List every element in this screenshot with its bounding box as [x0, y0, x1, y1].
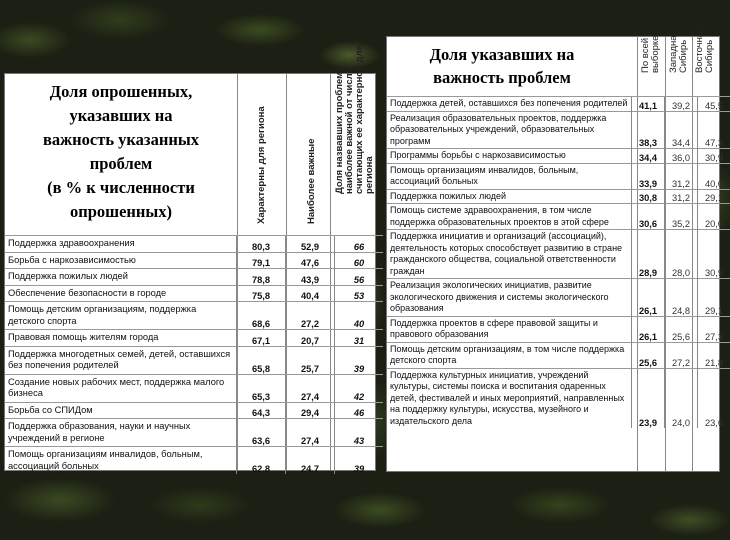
- col-header-wrap: [668, 30, 691, 93]
- value-cell: 60: [335, 252, 384, 269]
- table-row: [387, 204, 730, 230]
- value-cell: 27,3: [698, 316, 730, 342]
- table-row: [5, 236, 383, 253]
- value-cell: 23,9: [632, 368, 665, 428]
- value-cell: 47,3: [698, 111, 730, 149]
- value-cell: 20,7: [286, 330, 335, 347]
- row-label: Создание новых рабочих мест, поддержка малого бизнеса: [5, 374, 237, 402]
- value-cell: 23,6: [698, 368, 730, 428]
- value-cell: 20,0: [698, 204, 730, 230]
- value-cell: 65,3: [237, 374, 286, 402]
- value-cell: 56: [335, 269, 384, 286]
- value-cell: 26,1: [632, 316, 665, 342]
- value-cell: 79,1: [237, 252, 286, 269]
- value-cell: 27,2: [286, 302, 335, 330]
- left-title-line: Доля опрошенных,: [49, 82, 193, 101]
- value-cell: 28,9: [632, 230, 665, 279]
- row-label: Реализация образовательных проектов, поддержка образовательных учреждений, образовательных программ: [387, 111, 632, 149]
- table-row: [5, 252, 383, 269]
- row-label: Помощь детским организациям, в том числе поддержка детского спорта: [387, 342, 632, 368]
- value-cell: 39: [335, 447, 384, 475]
- table-row: [387, 368, 730, 428]
- value-cell: 40: [335, 302, 384, 330]
- col-header-wrap: [640, 35, 663, 93]
- row-label: Борьба со СПИДом: [5, 402, 237, 419]
- value-cell: 39: [335, 346, 384, 374]
- value-cell: 75,8: [237, 285, 286, 302]
- value-cell: 30,8: [632, 189, 665, 204]
- value-cell: 27,2: [665, 342, 698, 368]
- value-cell: 40,0: [698, 163, 730, 189]
- row-label: Реализация экологических инициатив, развитие экологического движения и системы экологического образования: [387, 279, 632, 317]
- right-title-line: важность проблем: [433, 68, 571, 87]
- table-row: [5, 447, 383, 475]
- value-cell: 63,6: [237, 419, 286, 447]
- table-row: [5, 419, 383, 447]
- value-cell: 33,9: [632, 163, 665, 189]
- value-cell: 26,1: [632, 279, 665, 317]
- table-row: [387, 342, 730, 368]
- value-cell: 30,6: [632, 204, 665, 230]
- col-header-wrap: [255, 74, 275, 234]
- value-cell: 25,7: [286, 346, 335, 374]
- col-header-share: Доля назвавших проблему наиболее важной от числа считающих ее характерной для региона: [334, 44, 375, 194]
- value-cell: 30,9: [698, 230, 730, 279]
- value-cell: 25,6: [665, 316, 698, 342]
- left-data-table: [5, 235, 383, 474]
- row-label: Поддержка детей, оставшихся без попечения родителей: [387, 97, 632, 112]
- left-title-line: проблем: [89, 154, 153, 173]
- value-cell: 31: [335, 330, 384, 347]
- row-label: Обеспечение безопасности в городе: [5, 285, 237, 302]
- table-row: [387, 189, 730, 204]
- value-cell: 43: [335, 419, 384, 447]
- value-cell: 43,9: [286, 269, 335, 286]
- table-row: [387, 316, 730, 342]
- value-cell: 29,1: [698, 279, 730, 317]
- value-cell: 62,8: [237, 447, 286, 475]
- value-cell: 29,4: [286, 402, 335, 419]
- value-cell: 24,8: [665, 279, 698, 317]
- row-label: Помощь организациям инвалидов, больным, ассоциаций больных: [387, 163, 632, 189]
- table-row: [387, 149, 730, 164]
- col-header-wrap: [305, 138, 325, 234]
- row-label: Поддержка пожилых людей: [5, 269, 237, 286]
- value-cell: 29,1: [698, 189, 730, 204]
- row-label: Поддержка пожилых людей: [387, 189, 632, 204]
- value-cell: 27,4: [286, 419, 335, 447]
- row-label: Поддержка здравоохранения: [5, 236, 237, 253]
- left-table-title: [9, 80, 233, 224]
- value-cell: 67,1: [237, 330, 286, 347]
- value-cell: 30,9: [698, 149, 730, 164]
- table-row: [387, 111, 730, 149]
- value-cell: 52,9: [286, 236, 335, 253]
- table-row: [387, 279, 730, 317]
- table-row: [5, 330, 383, 347]
- value-cell: 31,2: [665, 189, 698, 204]
- value-cell: 53: [335, 285, 384, 302]
- row-label: Поддержка культурных инициатив, учреждений культуры, системы поиска и воспитания одаренных детей, фестивалей и иных мероприятий, направленных на поддержку культуры, искусства, музейного и издательского дела: [387, 368, 632, 428]
- value-cell: 65,8: [237, 346, 286, 374]
- right-data-table: [387, 96, 730, 428]
- value-cell: 39,2: [665, 97, 698, 112]
- row-label: Помощь системе здравоохранения, в том числе поддержка образовательных проектов в этой сфере: [387, 204, 632, 230]
- value-cell: 80,3: [237, 236, 286, 253]
- value-cell: 34,4: [665, 111, 698, 149]
- row-label: Помощь организациям инвалидов, больным, ассоциаций больных: [5, 447, 237, 475]
- col-header-wrap: [334, 44, 375, 234]
- row-label: Правовая помощь жителям города: [5, 330, 237, 347]
- table-row: [5, 346, 383, 374]
- row-label: Борьба с наркозависимостью: [5, 252, 237, 269]
- value-cell: 66: [335, 236, 384, 253]
- col-header-most-important: Наиболее важные: [306, 138, 317, 224]
- value-cell: 41,1: [632, 97, 665, 112]
- right-title-line: Доля указавших на: [429, 45, 575, 64]
- table-row: [387, 230, 730, 279]
- table-row: [5, 285, 383, 302]
- col-header-west-siberia: Западная Сибирь: [668, 30, 689, 73]
- value-cell: 34,4: [632, 149, 665, 164]
- row-label: Поддержка многодетных семей, детей, оставшихся без попечения родителей: [5, 346, 237, 374]
- value-cell: 25,6: [632, 342, 665, 368]
- col-header-east-siberia: Восточная Сибирь: [694, 26, 715, 73]
- value-cell: 24,0: [665, 368, 698, 428]
- row-label: Поддержка образования, науки и научных учреждений в регионе: [5, 419, 237, 447]
- value-cell: 28,0: [665, 230, 698, 279]
- right-table-panel: [386, 26, 724, 472]
- col-header-total: По всей выборке: [640, 35, 661, 73]
- value-cell: 47,6: [286, 252, 335, 269]
- value-cell: 27,4: [286, 374, 335, 402]
- right-table-title: [393, 43, 611, 89]
- col-header-characteristic: Характерны для региона: [256, 106, 267, 224]
- value-cell: 64,3: [237, 402, 286, 419]
- value-cell: 42: [335, 374, 384, 402]
- row-label: Программы борьбы с наркозависимостью: [387, 149, 632, 164]
- table-row: [5, 402, 383, 419]
- value-cell: 31,2: [665, 163, 698, 189]
- value-cell: 24,7: [286, 447, 335, 475]
- value-cell: 46: [335, 402, 384, 419]
- table-row: [5, 374, 383, 402]
- value-cell: 78,8: [237, 269, 286, 286]
- value-cell: 38,3: [632, 111, 665, 149]
- value-cell: 36,0: [665, 149, 698, 164]
- row-label: Поддержка проектов в сфере правовой защиты и правового образования: [387, 316, 632, 342]
- left-title-line: опрошенных): [69, 202, 173, 221]
- value-cell: 35,2: [665, 204, 698, 230]
- table-row: [5, 269, 383, 286]
- left-title-line: важность указанных: [43, 130, 199, 149]
- left-title-line: указавших на: [69, 106, 173, 125]
- value-cell: 21,8: [698, 342, 730, 368]
- table-row: [5, 302, 383, 330]
- row-label: Поддержка инициатив и организаций (ассоциаций), деятельность которых способствует развитию в стране гражданского общества, социальной ответственности граждан: [387, 230, 632, 279]
- left-title-line: (в % к численности: [47, 178, 195, 197]
- value-cell: 45,5: [698, 97, 730, 112]
- row-label: Помощь детским организациям, поддержка детского спорта: [5, 302, 237, 330]
- left-table-panel: [4, 44, 376, 474]
- table-row: [387, 97, 730, 112]
- value-cell: 40,4: [286, 285, 335, 302]
- value-cell: 68,6: [237, 302, 286, 330]
- col-header-wrap: [694, 26, 717, 93]
- table-row: [387, 163, 730, 189]
